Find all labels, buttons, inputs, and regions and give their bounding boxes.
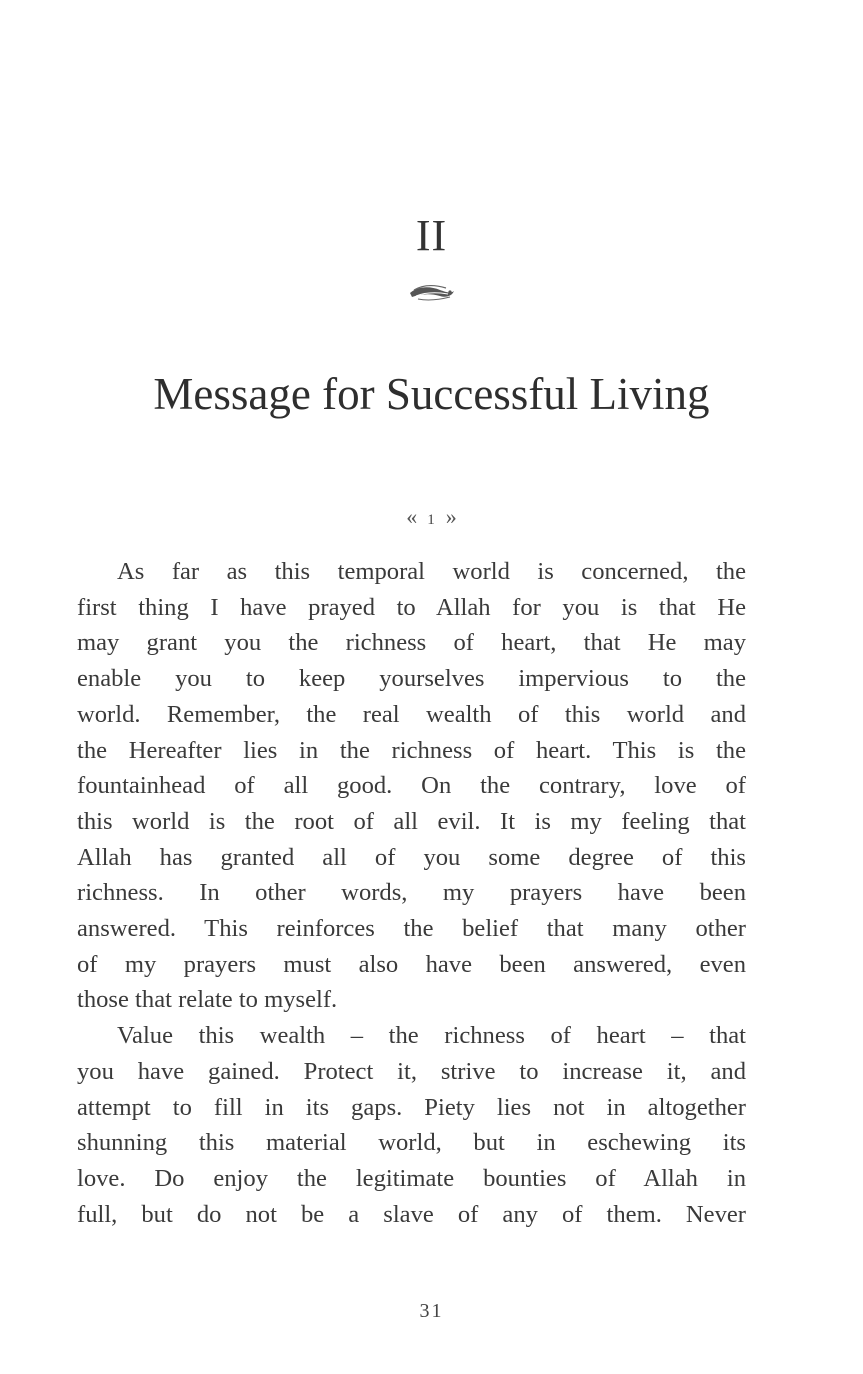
section-marker [0, 504, 863, 530]
text-line: love. Do enjoy the legitimate bounties of Allah in [77, 1164, 746, 1192]
section-close-bracket: » [445, 504, 457, 529]
text-line: those that relate to myself. [77, 986, 338, 1014]
text-line: shunning this material world, but in eschewing its [77, 1129, 746, 1157]
body-text [77, 554, 746, 1232]
text-line: first thing I have prayed to Allah for you is that He [77, 593, 746, 621]
text-line: answered. This reinforces the belief that many other [77, 915, 746, 943]
chapter-title: Message for Successful Living [153, 369, 710, 419]
section-open-bracket: « [406, 504, 418, 529]
section-number: 1 [427, 512, 436, 528]
text-line: of my prayers must also have been answered, even [77, 950, 746, 978]
text-line: full, but do not be a slave of any of them. Never [77, 1200, 746, 1228]
swash-flourish-icon [406, 282, 458, 304]
text-line: As far as this temporal world is concerned, the [117, 558, 746, 585]
text-line: world. Remember, the real wealth of this world and [77, 700, 746, 728]
text-line: enable you to keep yourselves impervious to the [77, 665, 746, 693]
chapter-numeral: II [415, 211, 448, 260]
text-line: attempt to fill in its gaps. Piety lies not in altogether [77, 1093, 746, 1121]
text-line: Value this wealth – the richness of heart – that [117, 1022, 746, 1050]
text-line: richness. In other words, my prayers have been [77, 879, 746, 907]
text-line: you have gained. Protect it, strive to increase it, and [77, 1057, 746, 1085]
text-line: the Hereafter lies in the richness of heart. This is the [77, 736, 746, 764]
text-line: Allah has granted all of you some degree of this [77, 843, 746, 871]
text-line: fountainhead of all good. On the contrary, love of [77, 772, 746, 800]
text-line: may grant you the richness of heart, that He may [77, 629, 746, 657]
text-line: this world is the root of all evil. It is my feeling that [77, 807, 746, 835]
page-number: 31 [419, 1300, 444, 1322]
